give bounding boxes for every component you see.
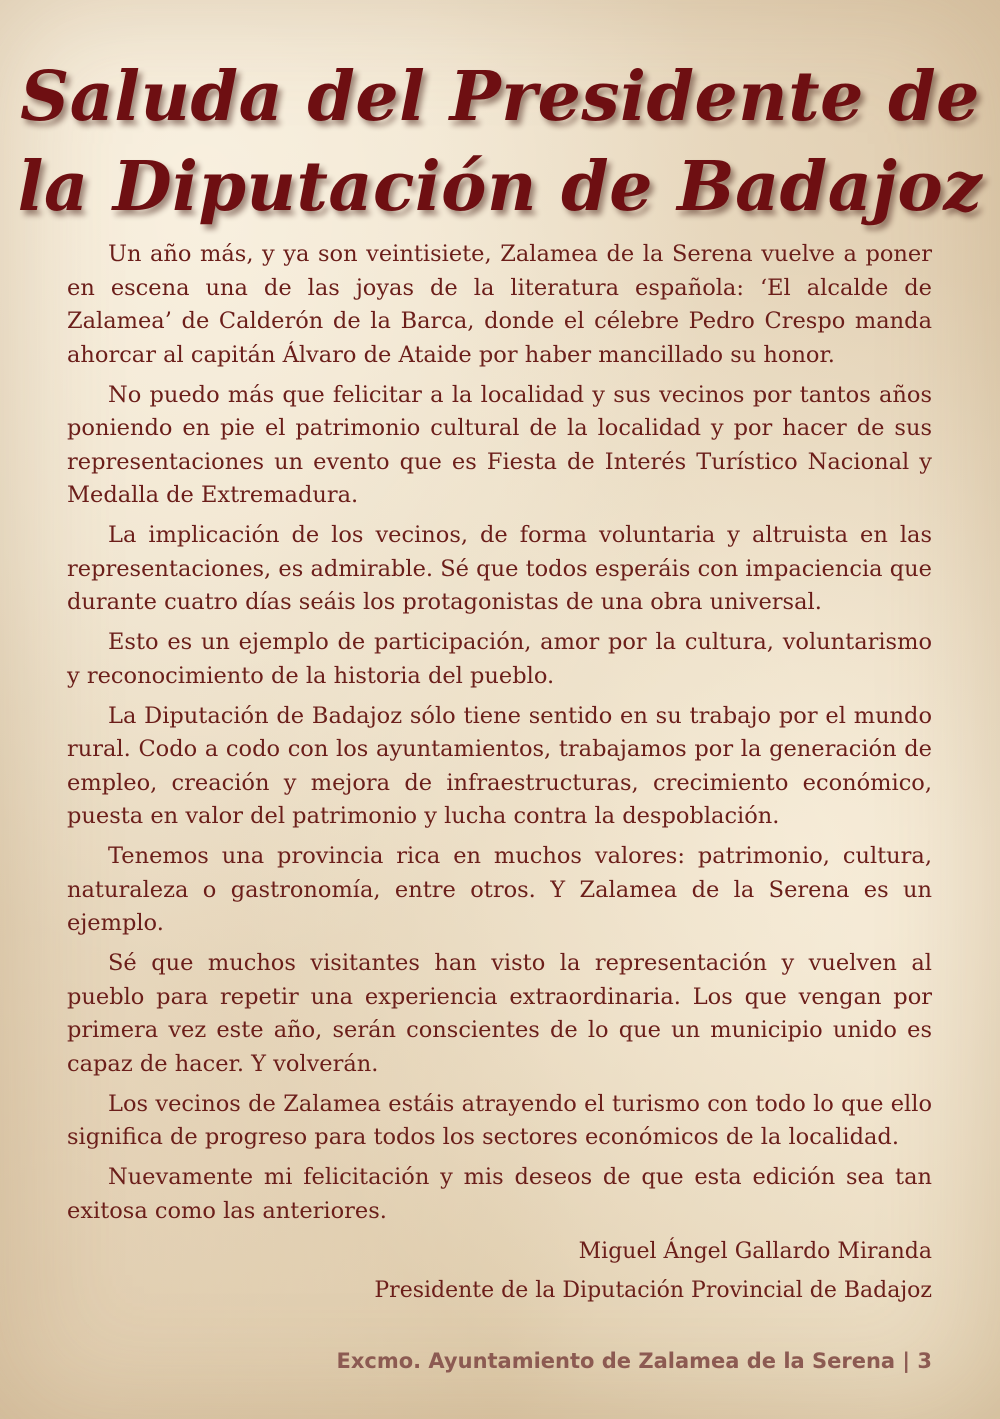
page-title-line-1: Saluda del Presidente de [20,57,980,137]
signature-block [67,1232,932,1310]
paragraph-7: Sé que muchos visitantes han visto la representación y vuelven al pueblo para repetir una experiencia extraordinaria. Los que vengan por primera vez este año, serán conscientes de lo que un municipio unido es capaz de hacer. Y volverán. [67,950,932,1077]
paragraph-3: La implicación de los vecinos, de forma voluntaria y altruista en las representaciones, es admirable. Sé que todos esperáis con impaciencia que durante cuatro días seáis los protagonistas de una obra universal. [67,522,932,615]
signature-name: Miguel Ángel Gallardo Miranda [578,1239,932,1264]
page-title-line-2: la Diputación de Badajoz [17,147,983,227]
paragraph-1: Un año más, y ya son veintisiete, Zalamea de la Serena vuelve a poner en escena una de las joyas de la literatura española: ‘El alcalde de Zalamea’ de Calderón de la Barca, donde el célebre Pedro Crespo manda ahorcar al capitán Álvaro de Ataide por haber mancillado su honor. [67,241,932,368]
signature-position: Presidente de la Diputación Provincial de Badajoz [374,1278,932,1303]
paragraph-4: Esto es un ejemplo de participación, amor por la cultura, voluntarismo y reconocimiento de la historia del pueblo. [67,629,932,689]
paragraph-6: Tenemos una provincia rica en muchos valores: patrimonio, cultura, naturaleza o gastronomía, entre otros. Y Zalamea de la Serena es un ejemplo. [67,843,932,936]
paragraph-2: No puedo más que felicitar a la localidad y sus vecinos por tantos años poniendo en pie el patrimonio cultural de la localidad y por hacer de sus representaciones un evento que es Fiesta de Interés Turístico Nacional y Medalla de Extremadura. [67,381,932,508]
page-title [0,52,1000,232]
letter-body [67,238,932,1235]
page-footer: Excmo. Ayuntamiento de Zalamea de la Serena | 3 [336,1349,932,1373]
paragraph-9: Nuevamente mi felicitación y mis deseos de que esta edición sea tan exitosa como las anteriores. [67,1164,932,1224]
paragraph-8: Los vecinos de Zalamea estáis atrayendo el turismo con todo lo que ello significa de progreso para todos los sectores económicos de la localidad. [67,1090,932,1150]
paragraph-5: La Diputación de Badajoz sólo tiene sentido en su trabajo por el mundo rural. Codo a codo con los ayuntamientos, trabajamos por la generación de empleo, creación y mejora de infraestructuras, crecimiento económico, puesta en valor del patrimonio y lucha contra la despoblación. [67,702,932,829]
